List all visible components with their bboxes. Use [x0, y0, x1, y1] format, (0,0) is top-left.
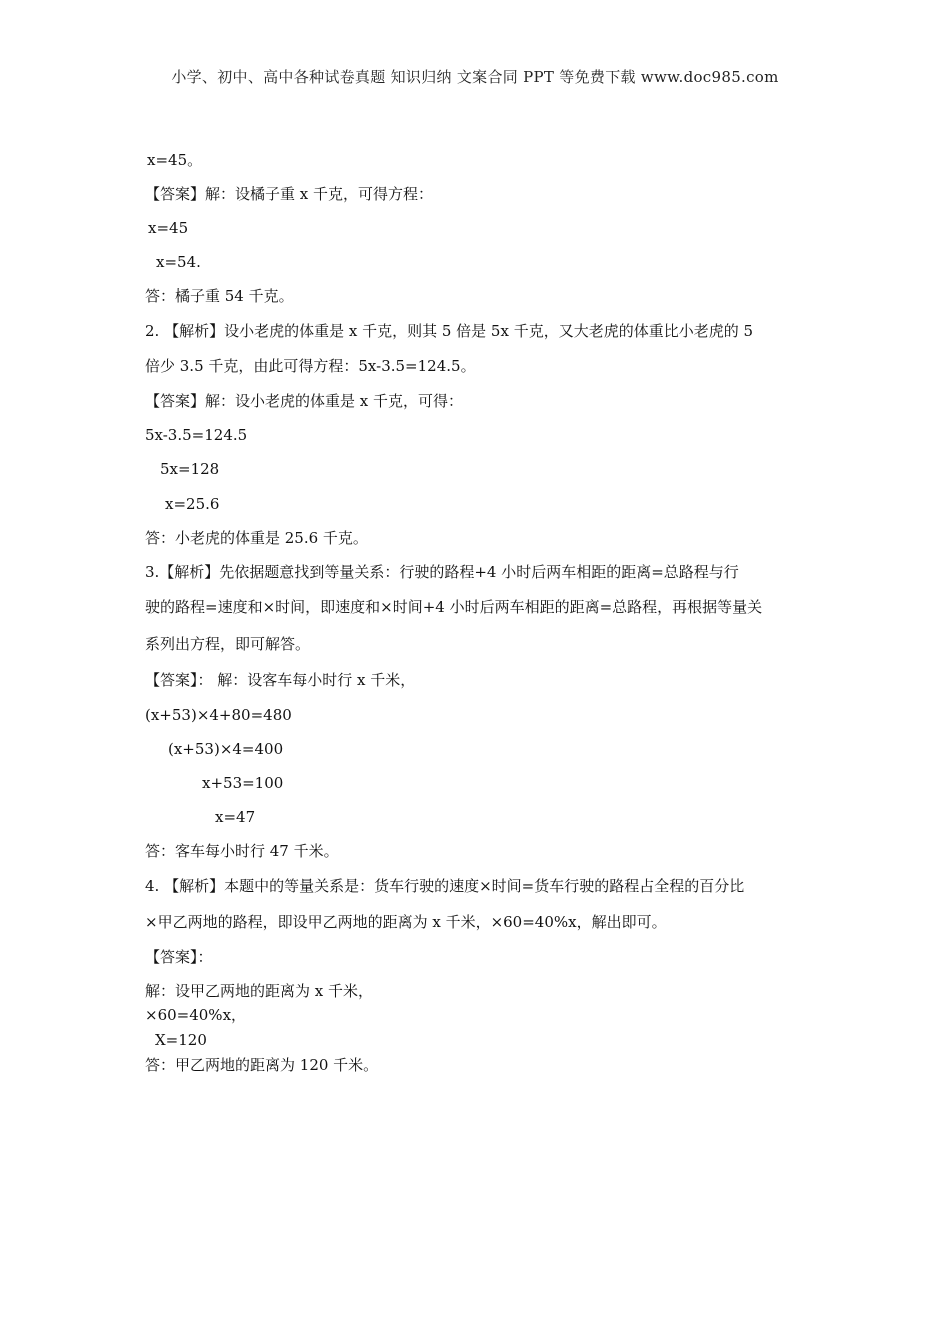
page-header: 小学、初中、高中各种试卷真题 知识归纳 文案合同 PPT 等免费下载 www.doc985.com [171, 68, 779, 86]
equation-line: ×60=40%x， [145, 1006, 247, 1024]
answer-line: 【答案】： [145, 948, 213, 966]
analysis-line: 倍少 3.5 千克，由此可得方程：5x-3.5=124.5。 [145, 357, 476, 375]
analysis-line: 3.【解析】先依据题意找到等量关系：行驶的路程+4 小时后两车相距的距离=总路程与行 [145, 563, 739, 581]
answer-line: 【答案】解：设橘子重 x 千克，可得方程： [145, 185, 433, 203]
answer-line: 解：设甲乙两地的距离为 x 千米， [145, 982, 373, 1000]
answer-line: 【答案】： 解：设客车每小时行 x 千米， [145, 671, 416, 689]
equation-line: X=120 [155, 1031, 207, 1049]
analysis-line: ×甲乙两地的路程，即设甲乙两地的距离为 x 千米，×60=40%x，解出即可。 [145, 913, 667, 931]
equation-line: (x+53)×4+80=480 [145, 706, 292, 724]
equation-line: x=45 [148, 219, 189, 237]
conclusion-line: 答：甲乙两地的距离为 120 千米。 [145, 1056, 379, 1074]
equation-line: x=54. [156, 253, 201, 271]
analysis-line: 驶的路程=速度和×时间，即速度和×时间+4 小时后两车相距的距离=总路程，再根据等量关 [145, 598, 763, 616]
equation-line: x=47 [215, 808, 256, 826]
answer-line: 【答案】解：设小老虎的体重是 x 千克，可得： [145, 392, 463, 410]
analysis-line: 2. 【解析】设小老虎的体重是 x 千克，则其 5 倍是 5x 千克，又大老虎的体重比小老虎的 5 [145, 322, 754, 340]
equation-line: x=45。 [147, 151, 203, 169]
equation-line: x+53=100 [202, 774, 284, 792]
equation-line: x=25.6 [165, 495, 220, 513]
analysis-line: 4. 【解析】本题中的等量关系是：货车行驶的速度×时间=货车行驶的路程占全程的百分比 [145, 877, 745, 895]
conclusion-line: 答：小老虎的体重是 25.6 千克。 [145, 529, 368, 547]
equation-line: 5x=128 [160, 460, 220, 478]
equation-line: (x+53)×4=400 [168, 740, 284, 758]
equation-line: 5x-3.5=124.5 [145, 426, 248, 444]
conclusion-line: 答：橘子重 54 千克。 [145, 287, 294, 305]
analysis-line: 系列出方程，即可解答。 [145, 635, 311, 653]
conclusion-line: 答：客车每小时行 47 千米。 [145, 842, 339, 860]
